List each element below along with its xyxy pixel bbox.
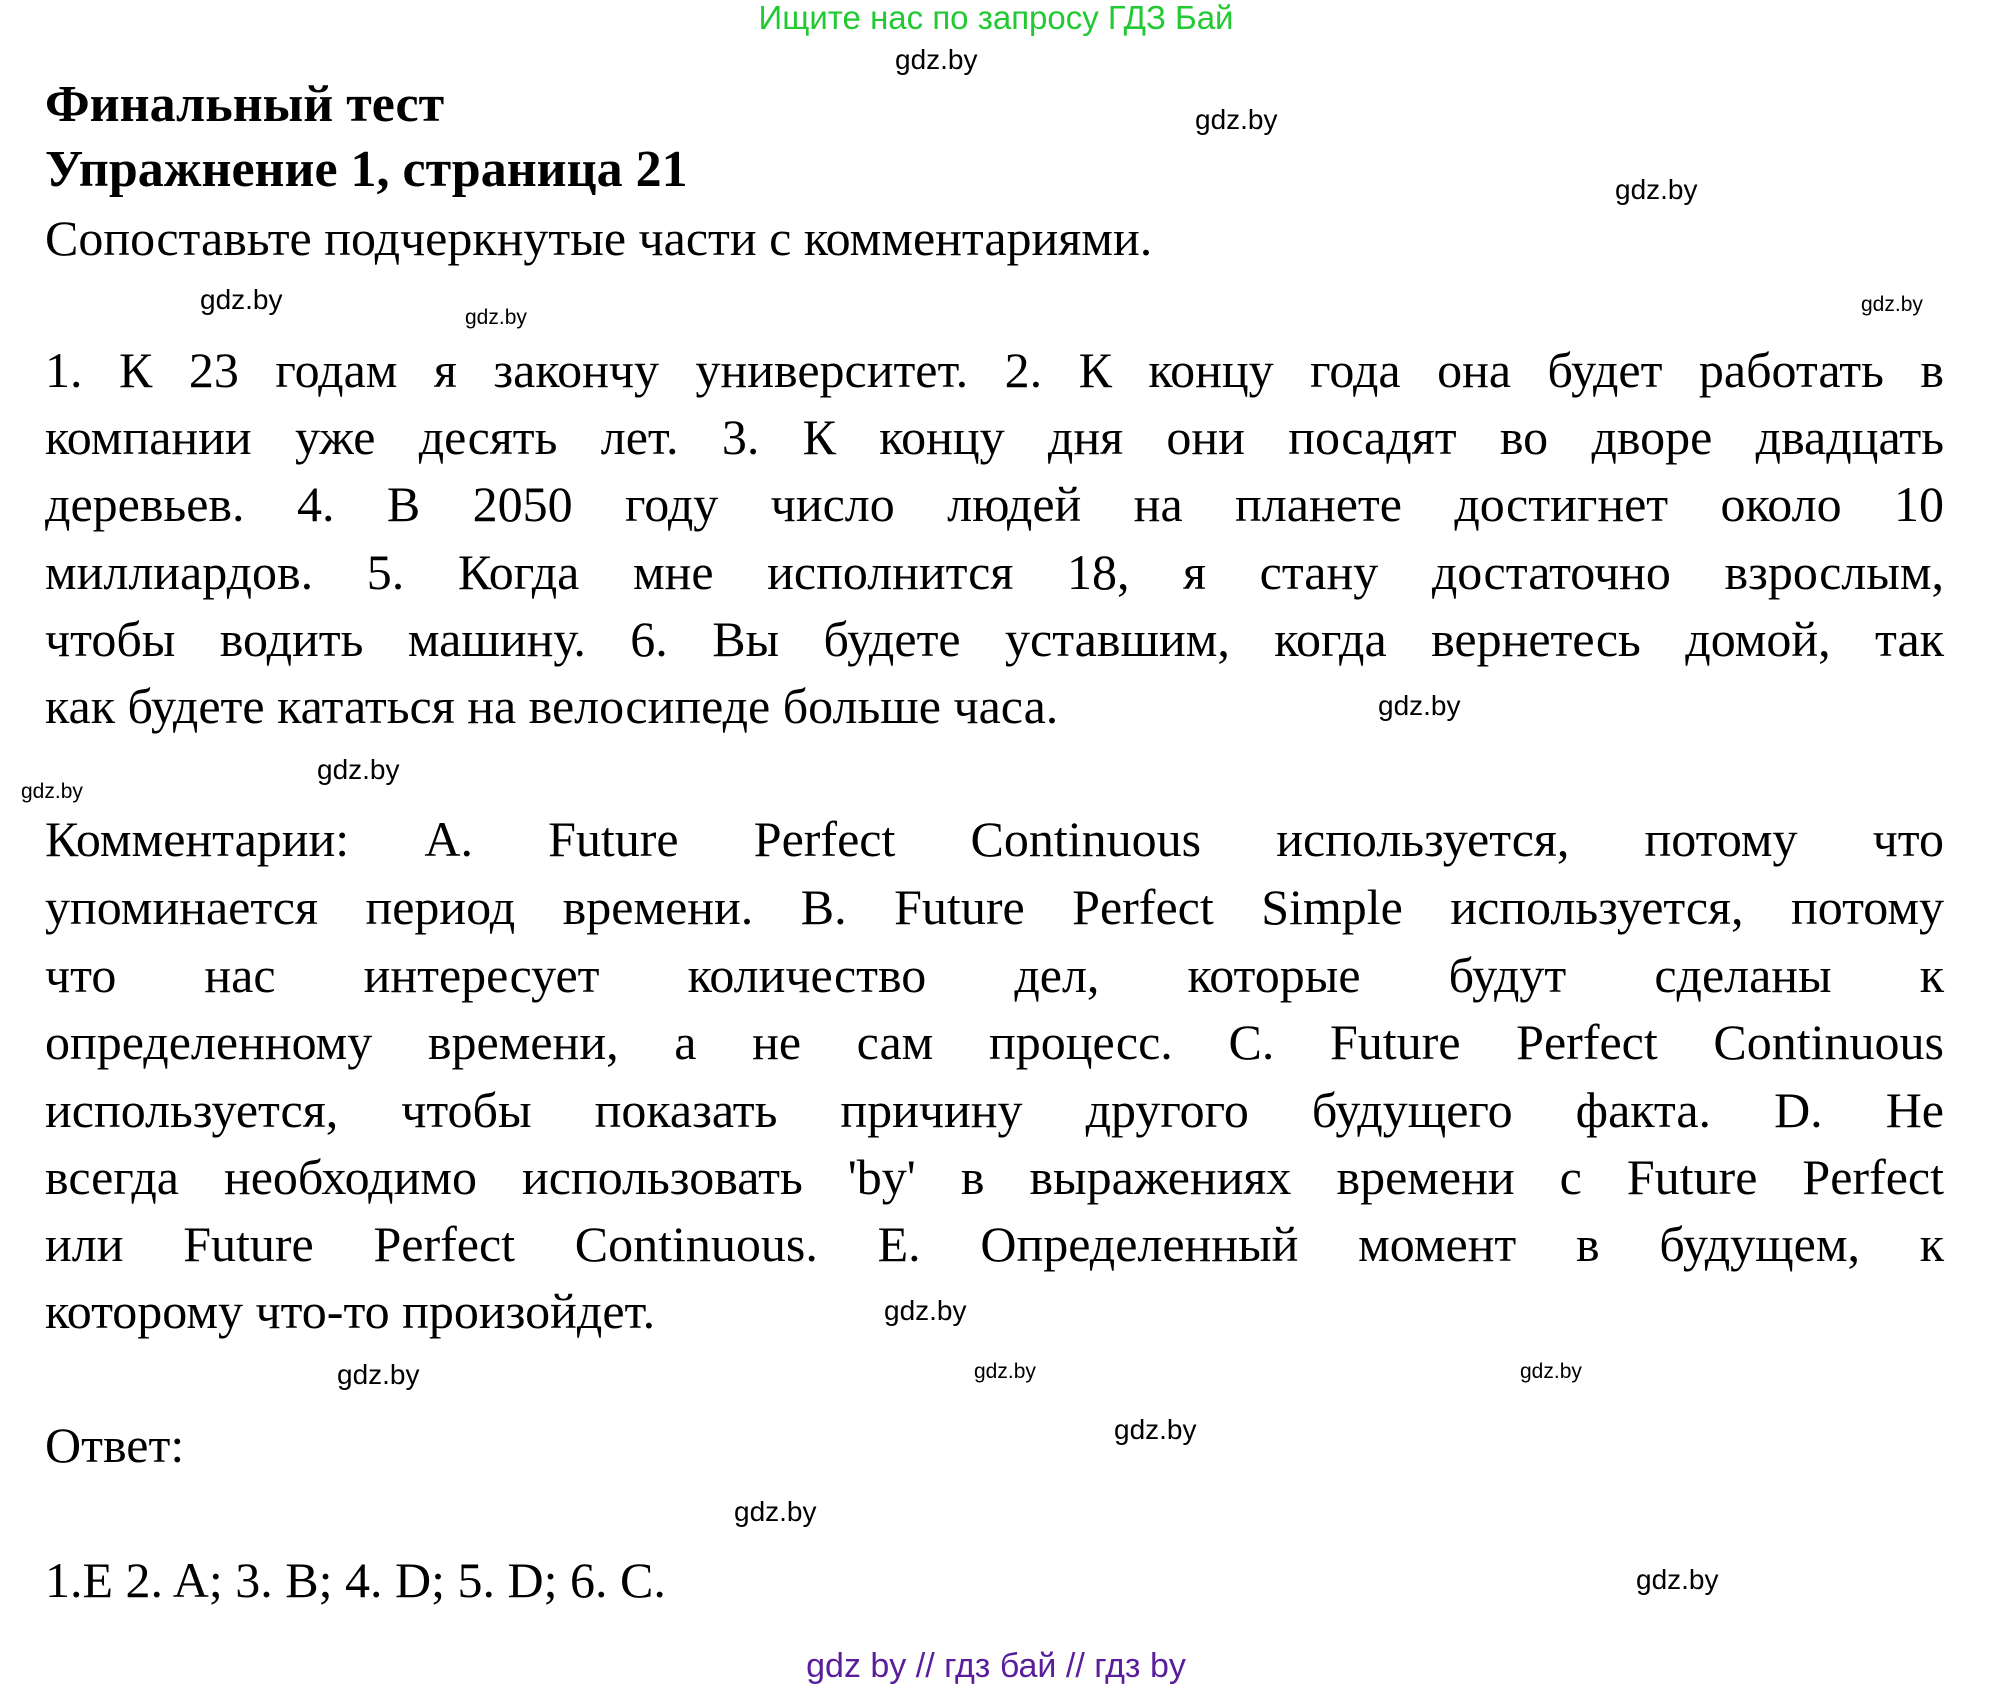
- sentence-line: компании уже десять лет. 3. К концу дня они посадят во дворе двадцать: [45, 409, 1944, 465]
- watermark-text: gdz.by: [895, 44, 978, 75]
- watermark-text: gdz.by: [200, 284, 283, 315]
- comment-line: что нас интересует количество дел, которые будут сделаны к: [45, 947, 1944, 1003]
- comment-line: упоминается период времени. B. Future Perfect Simple используется, потому: [45, 879, 1944, 935]
- sentence-line: деревьев. 4. В 2050 году число людей на планете достигнет около 10: [45, 476, 1944, 532]
- watermark-text: gdz.by: [1520, 1360, 1582, 1383]
- comment-line: или Future Perfect Continuous. E. Определенный момент в будущем, к: [45, 1216, 1944, 1272]
- watermark-text: gdz.by: [1861, 293, 1923, 316]
- search-banner: Ищите нас по запросу ГДЗ Бай: [758, 0, 1234, 36]
- sentence-line: 1. К 23 годам я закончу университет. 2. К концу года она будет работать в: [45, 342, 1944, 398]
- watermark-text: gdz.by: [1636, 1564, 1719, 1595]
- watermark-text: gdz.by: [974, 1360, 1036, 1383]
- comment-line: используется, чтобы показать причину другого будущего факта. D. Не: [45, 1082, 1944, 1138]
- answer-text: 1.E 2. A; 3. B; 4. D; 5. D; 6. C.: [45, 1552, 666, 1608]
- instruction-text: Сопоставьте подчеркнутые части с комментариями.: [45, 210, 1153, 266]
- comment-line: определенному времени, а не сам процесс. C. Future Perfect Continuous: [45, 1014, 1944, 1070]
- comment-line: Комментарии: A. Future Perfect Continuous используется, потому что: [45, 811, 1944, 867]
- answer-label: Ответ:: [45, 1417, 185, 1473]
- watermark-text: gdz.by: [1615, 174, 1698, 205]
- comment-line: которому что-то произойдет.: [45, 1283, 656, 1339]
- watermark-text: gdz.by: [734, 1496, 817, 1527]
- watermark-text: gdz.by: [1114, 1414, 1197, 1445]
- sentence-line: миллиардов. 5. Когда мне исполнится 18, я стану достаточно взрослым,: [45, 544, 1944, 600]
- page-title: Финальный тест: [45, 76, 445, 133]
- sentence-line: чтобы водить машину. 6. Вы будете уставшим, когда вернетесь домой, так: [45, 611, 1944, 667]
- sentence-line: как будете кататься на велосипеде больше часа.: [45, 678, 1059, 734]
- watermark-text: gdz.by: [317, 754, 400, 785]
- watermark-text: gdz.by: [465, 306, 527, 329]
- exercise-heading: Упражнение 1, страница 21: [45, 141, 688, 198]
- watermark-text: gdz.by: [884, 1295, 967, 1326]
- watermark-text: gdz.by: [21, 780, 83, 803]
- footer-links[interactable]: gdz by // гдз бай // гдз by: [806, 1647, 1186, 1685]
- watermark-text: gdz.by: [337, 1359, 420, 1390]
- comment-line: всегда необходимо использовать 'by' в выражениях времени с Future Perfect: [45, 1149, 1944, 1205]
- watermark-text: gdz.by: [1378, 690, 1461, 721]
- watermark-text: gdz.by: [1195, 104, 1278, 135]
